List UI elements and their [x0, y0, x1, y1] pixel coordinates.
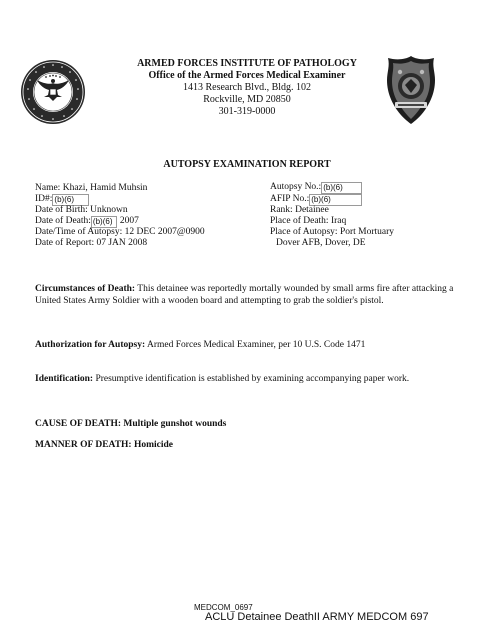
dob-value: Unknown — [90, 205, 128, 215]
rank-value: Detainee — [295, 205, 329, 215]
dob-row — [35, 205, 128, 217]
report-date-label: Date of Report: — [35, 238, 95, 248]
autopsy-datetime-row — [35, 227, 205, 239]
identification-paragraph — [35, 373, 460, 385]
circumstances-paragraph — [35, 283, 460, 307]
bates-stamp: MEDCOM_0697 — [194, 603, 253, 612]
place-of-autopsy-line2: Dover AFB, Dover, DE — [276, 238, 366, 248]
dob-label: Date of Birth: — [35, 205, 88, 215]
autopsy-datetime-value: 12 DEC 2007@0900 — [124, 227, 205, 237]
place-of-autopsy-row — [270, 227, 394, 239]
authorization-text: Armed Forces Medical Examiner, per 10 U.S. Code 1471 — [145, 340, 366, 350]
institute-name: ARMED FORCES INSTITUTE OF PATHOLOGY — [137, 58, 357, 69]
report-date-row — [35, 238, 147, 250]
rank-row — [270, 205, 329, 217]
cause-of-death-row — [35, 419, 226, 431]
afip-no-label: AFIP No.: — [270, 194, 310, 204]
phone-line: 301-319-0000 — [218, 106, 276, 117]
name-label: Name: — [35, 183, 61, 193]
cause-of-death-value: Multiple gunshot wounds — [123, 419, 227, 429]
report-date-value: 07 JAN 2008 — [96, 238, 148, 248]
place-of-autopsy-value: Port Mortuary — [339, 227, 395, 237]
place-of-death-row — [270, 216, 346, 228]
redaction-box: (b)(6) — [52, 194, 89, 206]
authorization-paragraph — [35, 339, 460, 351]
name-row — [35, 183, 147, 195]
rank-label: Rank: — [270, 205, 293, 215]
identification-label: Identification: — [35, 374, 94, 384]
identification-text: Presumptive identification is established by examining accompanying paper work. — [93, 374, 410, 384]
circumstances-label: Circumstances of Death: — [35, 284, 136, 294]
place-of-death-value: Iraq — [330, 216, 347, 226]
report-title: AUTOPSY EXAMINATION REPORT — [163, 159, 331, 170]
footer-caption: ACLU Detainee DeathII ARMY MEDCOM 697 — [205, 611, 429, 623]
redaction-box: (b)(6) — [321, 182, 362, 194]
authorization-label: Authorization for Autopsy: — [35, 340, 146, 350]
autopsy-no-label: Autopsy No.: — [270, 182, 322, 192]
name-value: Khazi, Hamid Muhsin — [62, 183, 148, 193]
autopsy-no-row — [270, 182, 362, 194]
place-of-death-label: Place of Death: — [270, 216, 329, 226]
city-line: Rockville, MD 20850 — [203, 94, 291, 105]
manner-of-death-row — [35, 440, 173, 452]
cause-of-death-label: CAUSE OF DEATH: — [35, 419, 122, 429]
id-label: ID#: — [35, 194, 53, 204]
circumstances-text: This detainee was reportedly mortally wounded by small arms fire after attacking a United States Army Soldier with a wooden board and attempting to grab the soldier's pistol. — [35, 284, 454, 306]
place-of-autopsy-label: Place of Autopsy: — [270, 227, 338, 237]
autopsy-datetime-label: Date/Time of Autopsy: — [35, 227, 123, 237]
redaction-box: (b)(6) — [91, 216, 118, 228]
redaction-box: (b)(6) — [309, 194, 362, 206]
office-name: Office of the Armed Forces Medical Examiner — [148, 70, 346, 81]
manner-of-death-value: Homicide — [133, 440, 174, 450]
dod-label: Date of Death: — [35, 216, 91, 226]
manner-of-death-label: MANNER OF DEATH: — [35, 440, 132, 450]
dod-value: 2007 — [119, 216, 139, 226]
address-line: 1413 Research Blvd., Bldg. 102 — [182, 82, 312, 93]
